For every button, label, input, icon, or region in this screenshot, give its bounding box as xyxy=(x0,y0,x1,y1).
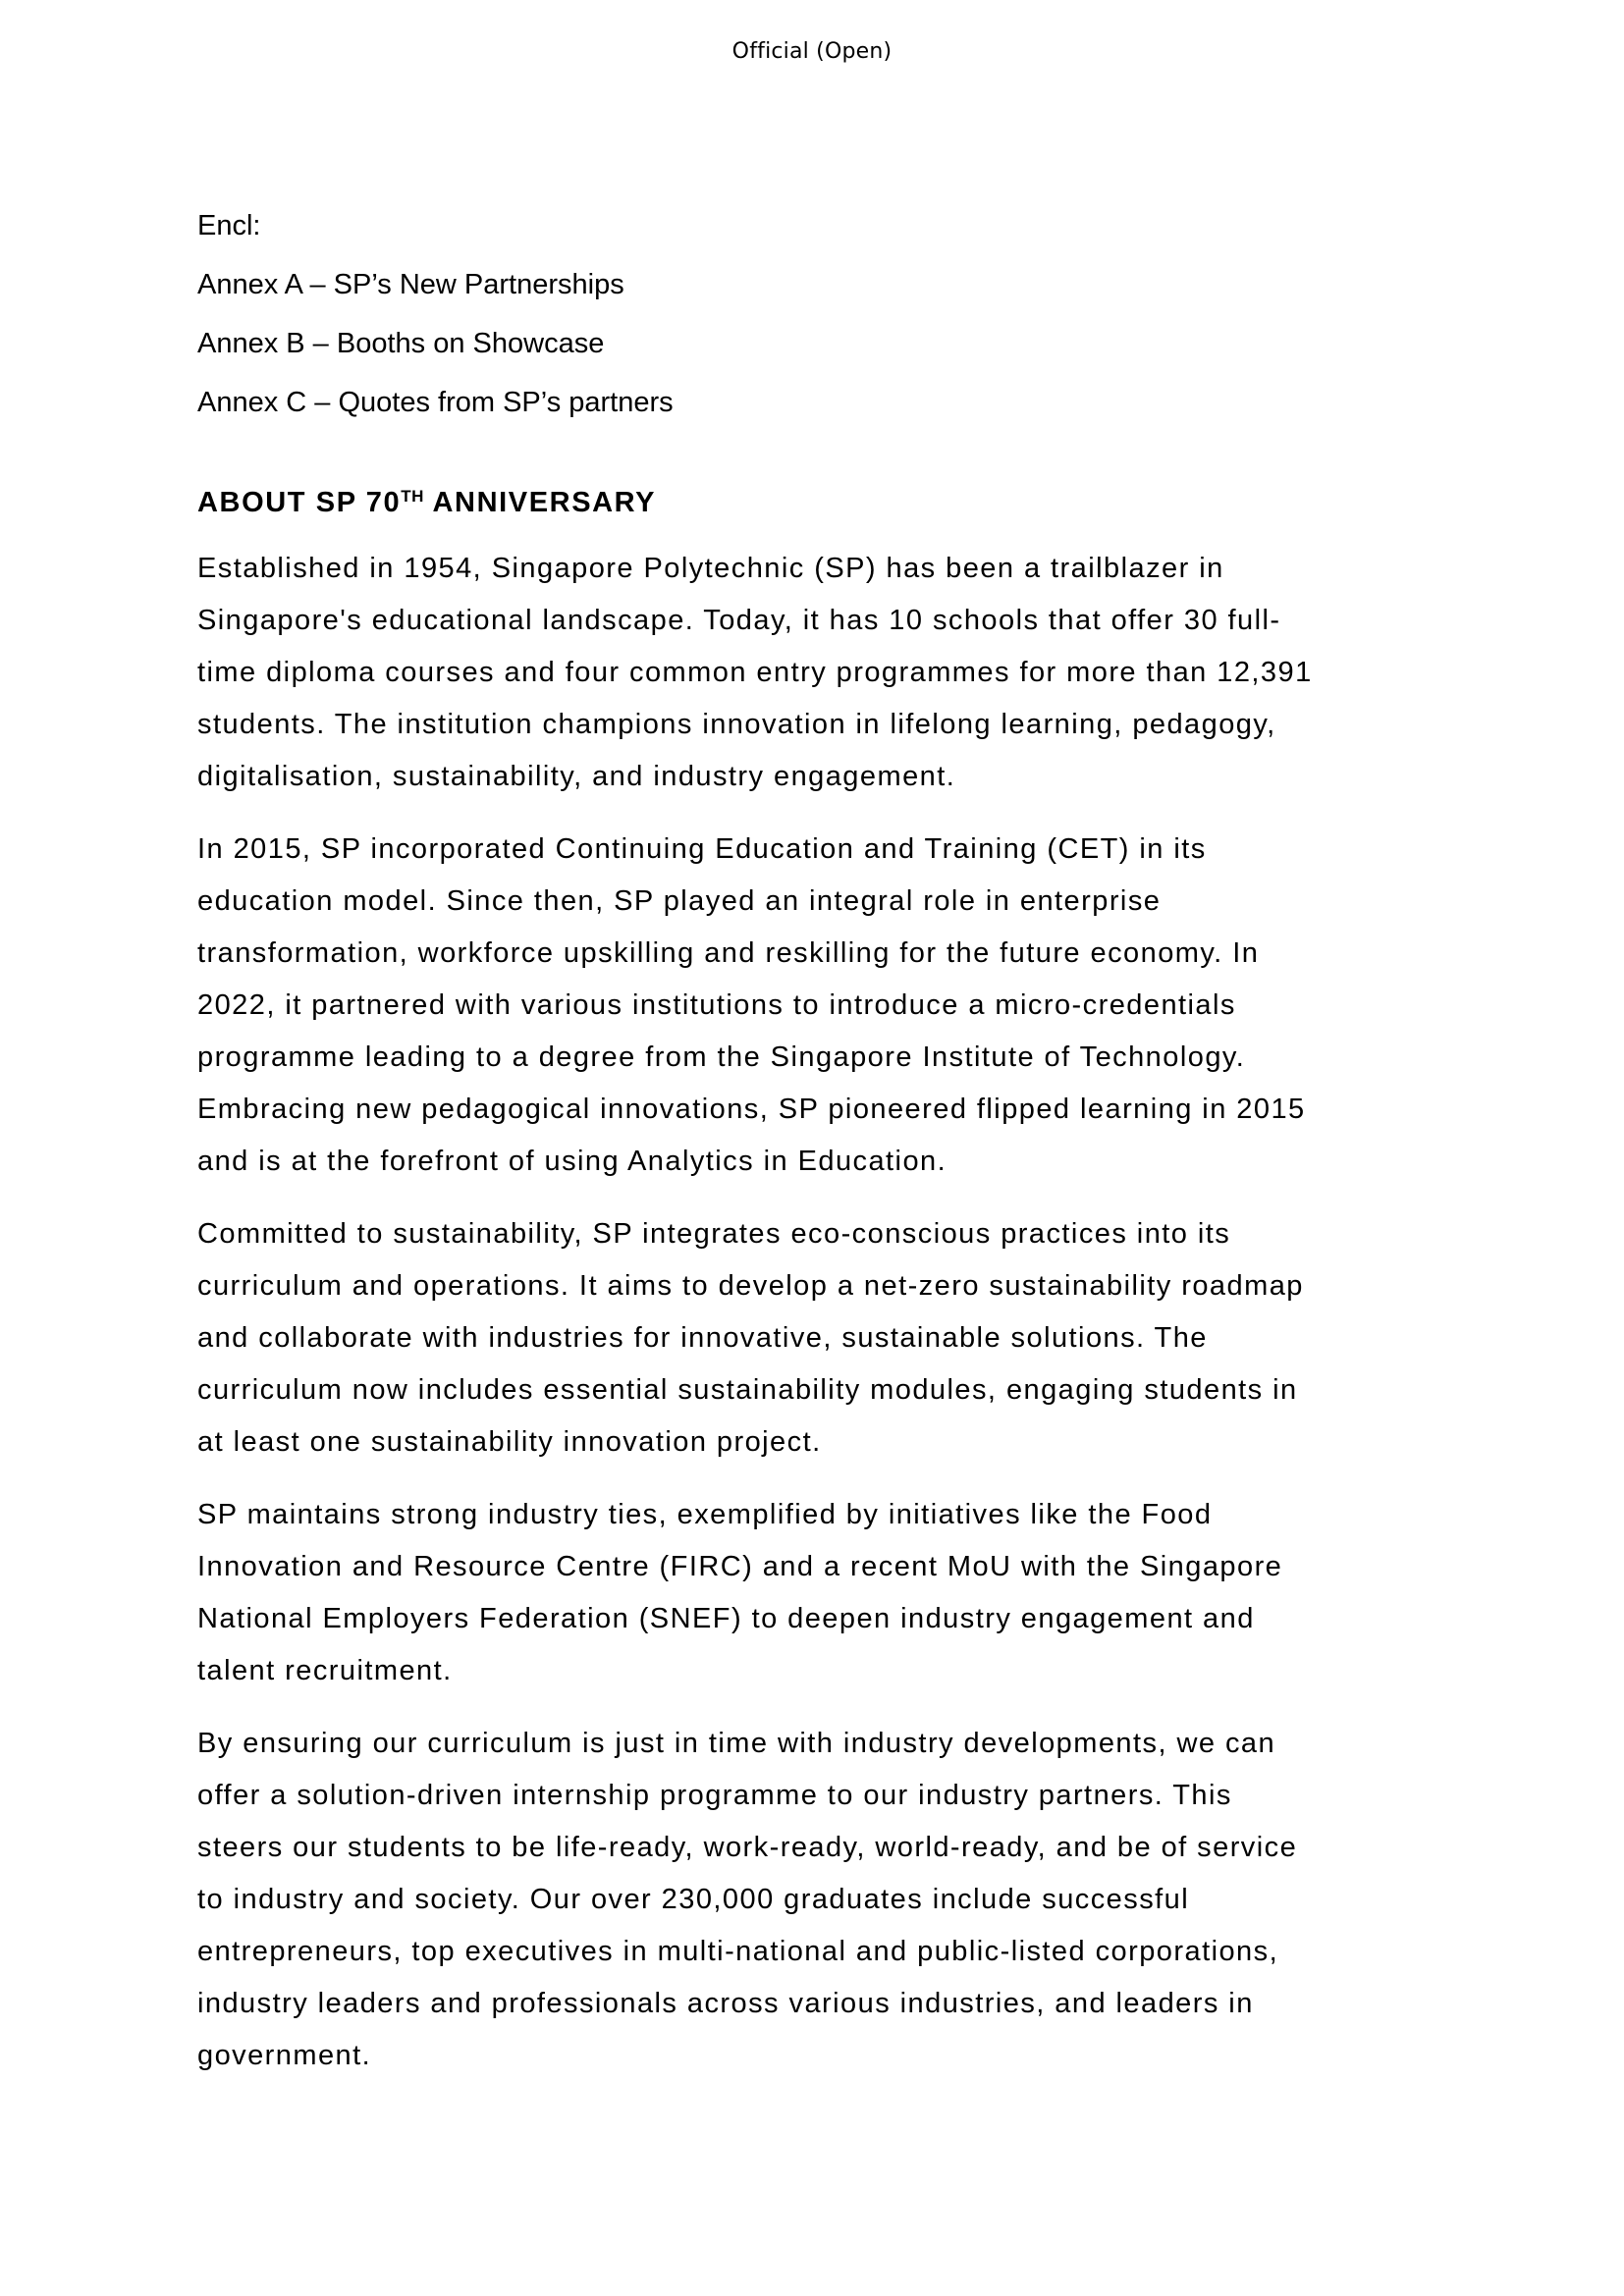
annex-b-item: Annex B – Booths on Showcase xyxy=(197,328,605,359)
text-line: education model. Since then, SP played an integral role in enterprise xyxy=(197,885,1162,917)
text-line: SP maintains strong industry ties, exemplified by initiatives like the Food xyxy=(197,1499,1213,1530)
enclosures-label: Encl: xyxy=(197,210,261,241)
paragraph-industry-ties xyxy=(197,1489,1435,1697)
text-line: to industry and society. Our over 230,000 graduates include successful xyxy=(197,1884,1190,1915)
text-line: government. xyxy=(197,2040,372,2071)
heading-text-rest: ANNIVERSARY xyxy=(423,487,657,518)
annex-c-item: Annex C – Quotes from SP’s partners xyxy=(197,387,674,418)
text-line: Innovation and Resource Centre (FIRC) and a recent MoU with the Singapore xyxy=(197,1551,1283,1582)
text-line: talent recruitment. xyxy=(197,1655,453,1686)
text-line: curriculum now includes essential sustainability modules, engaging students in xyxy=(197,1374,1298,1406)
heading-superscript: TH xyxy=(401,487,424,506)
text-line: time diploma courses and four common entry programmes for more than 12,391 xyxy=(197,657,1313,688)
text-line: By ensuring our curriculum is just in time with industry developments, we can xyxy=(197,1728,1276,1759)
text-line: In 2015, SP incorporated Continuing Education and Training (CET) in its xyxy=(197,833,1207,865)
section-heading xyxy=(197,483,1435,522)
text-line: Singapore's educational landscape. Today, it has 10 schools that offer 30 full- xyxy=(197,605,1281,636)
text-line: National Employers Federation (SNEF) to deepen industry engagement and xyxy=(197,1603,1255,1634)
text-line: and collaborate with industries for innovative, sustainable solutions. The xyxy=(197,1322,1208,1354)
heading-text: ABOUT SP 70 xyxy=(197,487,402,518)
text-line: transformation, workforce upskilling and reskilling for the future economy. In xyxy=(197,937,1260,969)
text-line: curriculum and operations. It aims to develop a net-zero sustainability roadmap xyxy=(197,1270,1304,1302)
text-line: at least one sustainability innovation project. xyxy=(197,1426,822,1458)
text-line: Established in 1954, Singapore Polytechnic (SP) has been a trailblazer in xyxy=(197,553,1224,584)
paragraph-sustainability xyxy=(197,1208,1435,1468)
text-line: steers our students to be life-ready, work-ready, world-ready, and be of service xyxy=(197,1832,1298,1863)
classification-header: Official (Open) xyxy=(731,39,893,64)
text-line: 2022, it partnered with various institutions to introduce a micro-credentials xyxy=(197,989,1236,1021)
text-line: digitalisation, sustainability, and industry engagement. xyxy=(197,761,956,792)
annex-a-item: Annex A – SP’s New Partnerships xyxy=(197,269,624,300)
text-line: programme leading to a degree from the Singapore Institute of Technology. xyxy=(197,1041,1246,1073)
paragraph-cet xyxy=(197,824,1435,1188)
text-line: Committed to sustainability, SP integrates eco-conscious practices into its xyxy=(197,1218,1231,1250)
text-line: entrepreneurs, top executives in multi-national and public-listed corporations, xyxy=(197,1936,1279,1967)
text-line: industry leaders and professionals across various industries, and leaders in xyxy=(197,1988,1254,2019)
paragraph-graduates xyxy=(197,1718,1435,2082)
text-line: offer a solution-driven internship programme to our industry partners. This xyxy=(197,1780,1232,1811)
enclosures-list xyxy=(197,196,1435,432)
text-line: Embracing new pedagogical innovations, SP pioneered flipped learning in 2015 xyxy=(197,1094,1306,1125)
document-body xyxy=(197,196,1435,2103)
paragraph-history xyxy=(197,543,1435,803)
text-line: students. The institution champions innovation in lifelong learning, pedagogy, xyxy=(197,709,1276,740)
text-line: and is at the forefront of using Analytics in Education. xyxy=(197,1146,947,1177)
